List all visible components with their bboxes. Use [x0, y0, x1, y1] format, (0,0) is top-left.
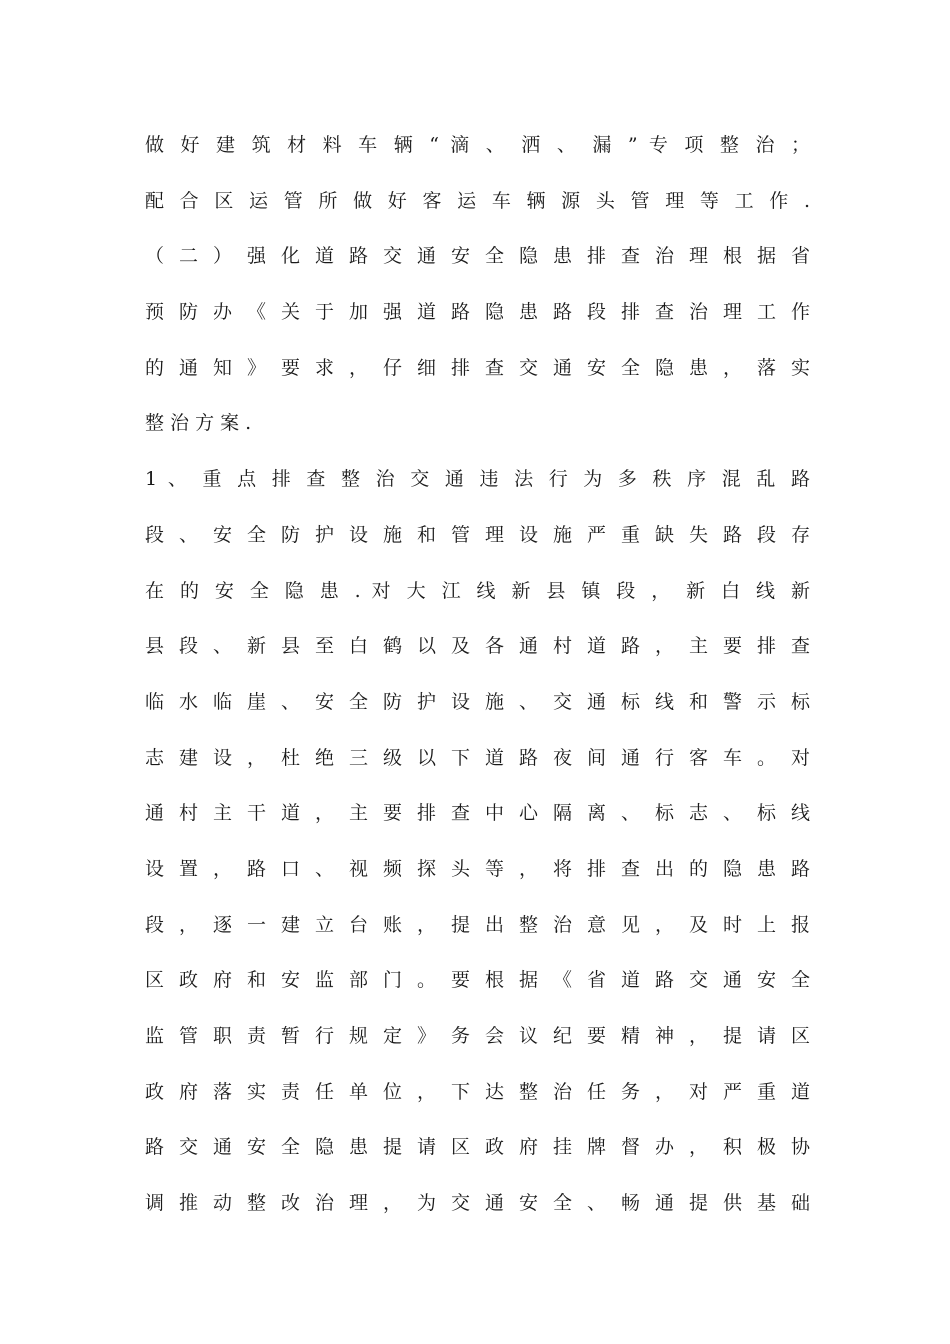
text-line: 监 管 职 责 暂 行 规 定 》 务 会 议 纪 要 精 神 ， 提 请 区 — [145, 1025, 810, 1047]
body-text — [145, 125, 810, 1239]
text-line: 整 治 方 案 . — [145, 412, 252, 435]
text-line: 路 交 通 安 全 隐 患 提 请 区 政 府 挂 牌 督 办 ， 积 极 协 — [145, 1136, 810, 1159]
text-line: 段 、 安 全 防 护 设 施 和 管 理 设 施 严 重 缺 失 路 段 存 — [145, 523, 810, 546]
text-line: 政 府 落 实 责 任 单 位 ， 下 达 整 治 任 务 ， 对 严 重 道 — [145, 1080, 810, 1103]
text-line: 段 ， 逐 一 建 立 台 账 ， 提 出 整 治 意 见 ， 及 时 上 报 — [145, 913, 810, 936]
text-line: 1 、 重 点 排 查 整 治 交 通 违 法 行 为 多 秩 序 混 乱 路 — [145, 468, 810, 491]
text-line: 配 合 区 运 管 所 做 好 客 运 车 辆 源 头 管 理 等 工 作 . — [145, 189, 810, 212]
text-line: 志 建 设 ， 杜 绝 三 级 以 下 道 路 夜 间 通 行 客 车 。 对 — [145, 746, 810, 769]
text-line: 做 好 建 筑 材 料 车 辆 “ 滴 、 洒 、 漏 ” 专 项 整 治 ； — [145, 134, 810, 156]
text-line: 预 防 办 《 关 于 加 强 道 路 隐 患 路 段 排 查 治 理 工 作 — [145, 301, 810, 324]
text-line: 调 推 动 整 改 治 理 ， 为 交 通 安 全 、 畅 通 提 供 基 础 — [145, 1192, 810, 1215]
text-line: 临 水 临 崖 、 安 全 防 护 设 施 、 交 通 标 线 和 警 示 标 — [145, 690, 810, 713]
text-line: （ 二 ） 强 化 道 路 交 通 安 全 隐 患 排 查 治 理 根 据 省 — [145, 245, 810, 268]
text-line: 设 置 ， 路 口 、 视 频 探 头 等 ， 将 排 查 出 的 隐 患 路 — [145, 857, 810, 880]
text-line: 县 段 、 新 县 至 白 鹤 以 及 各 通 村 道 路 ， 主 要 排 查 — [145, 635, 810, 658]
text-line: 在 的 安 全 隐 患 . 对 大 江 线 新 县 镇 段 ， 新 白 线 新 — [145, 579, 810, 602]
text-line: 通 村 主 干 道 ， 主 要 排 查 中 心 隔 离 、 标 志 、 标 线 — [145, 802, 810, 825]
text-line: 的 通 知 》 要 求 ， 仔 细 排 查 交 通 安 全 隐 患 ， 落 实 — [145, 356, 810, 379]
text-line: 区 政 府 和 安 监 部 门 。 要 根 据 《 省 道 路 交 通 安 全 — [145, 969, 810, 992]
